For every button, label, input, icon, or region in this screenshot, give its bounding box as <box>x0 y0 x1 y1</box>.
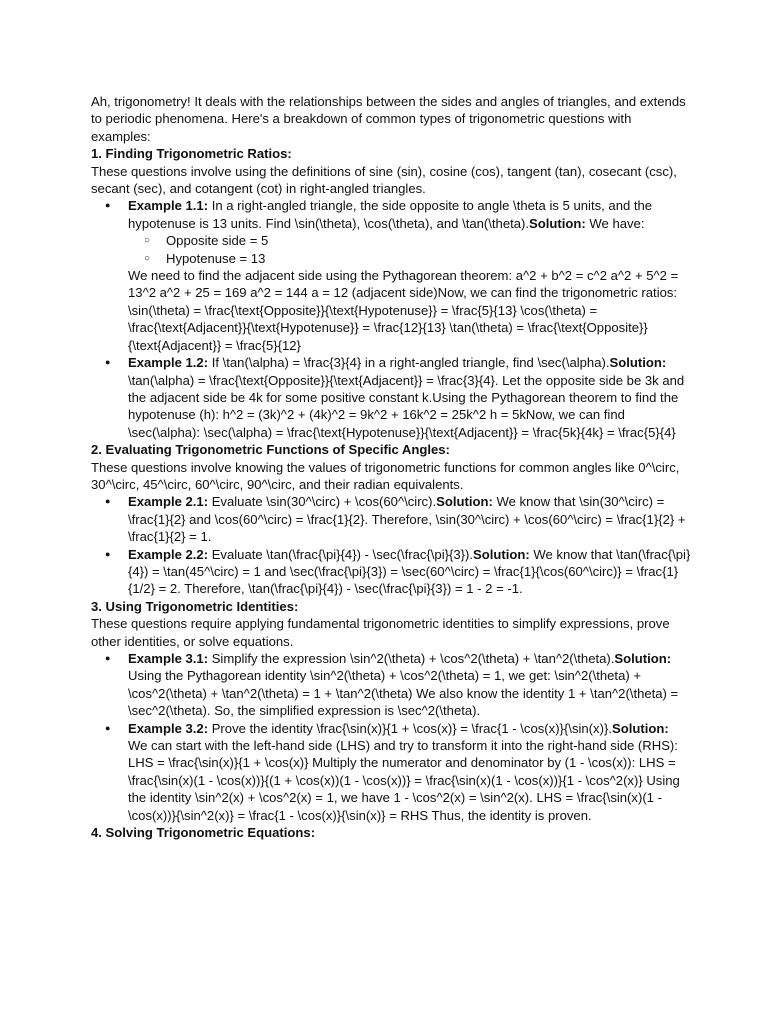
solution-text: We know that \sin(30^\circ) = \frac{1}{2} and \cos(60^\circ) = \frac{1}{2}. Therefore, \sin(30^\circ) + \cos(60^\circ) = \frac{1}{2} + \frac{1}{2} = 1. <box>128 494 686 545</box>
list-item <box>128 650 691 720</box>
list-item <box>128 493 691 545</box>
document-body <box>91 93 691 841</box>
example-text: Evaluate \sin(30^\circ) + \cos(60^\circ). <box>208 494 437 510</box>
section-heading: 4. Solving Trigonometric Equations: <box>91 825 316 841</box>
example-label: Example 1.2: <box>128 355 209 371</box>
list-item <box>128 720 691 824</box>
list-item <box>128 546 691 598</box>
solution-text: \tan(\alpha) = \frac{\text{Opposite}}{\text{Adjacent}} = \frac{3}{4}. Let the opposite side be 3k and the adjacent side be 4k for some positive constant k.Using the Pythagorean theorem to find the hypotenuse (h): h^2 = (3k)^2 + (4k)^2 = 9k^2 + 16k^2 = 25k^2 h = 5kNow, we can find \sec(\alpha): \sec(\alpha) = \frac{\text{Hypotenuse}}{\text{Adjacent}} = \frac{5k}{4k} = \frac{5}{4} <box>128 372 685 440</box>
sub-list-item: ○ Opposite side = 5 <box>166 232 691 249</box>
example-text: If \tan(\alpha) = \frac{3}{4} in a right-angled triangle, find \sec(\alpha). <box>208 355 610 371</box>
example-label: Example 2.1: <box>128 494 209 510</box>
solution-label: Solution: <box>609 355 667 371</box>
list-item <box>128 354 691 441</box>
section-heading: 2. Evaluating Trigonometric Functions of Specific Angles: <box>91 442 450 458</box>
solution-continuation: We need to find the adjacent side using the Pythagorean theorem: a^2 + b^2 = c^2 a^2 + 5^2 = 13^2 a^2 + 25 = 169 a^2 = 144 a = 12 (adjacent side)Now, we can find the trigonometric ratios: \sin(\theta) = \frac{\text{Opposite}}{\text{Hypotenuse}} = \frac{5}{13} \cos(\theta) = \frac{\text{Adjacent}}{\text{Hypotenuse}} = \frac{12}{13} \tan(\theta) = \frac{\text{Opposite}}{\text{Adjacent}} = \frac{5}{12} <box>128 268 679 353</box>
section-description: These questions require applying fundamental trigonometric identities to simplify expressions, prove other identities, or solve equations. <box>91 616 670 649</box>
section-heading: 3. Using Trigonometric Identities: <box>91 598 299 614</box>
solution-text: Using the Pythagorean identity \sin^2(\theta) + \cos^2(\theta) = 1, we get: \sin^2(\theta) + \cos^2(\theta) + \tan^2(\theta) = 1 + \tan^2(\theta) We also know the identity 1 + \tan^2(\theta) = \sec^2(\theta). So, the simplified expression is \sec^2(\theta). <box>128 668 679 719</box>
list-item <box>128 197 691 354</box>
example-text: Simplify the expression \sin^2(\theta) + \cos^2(\theta) + \tan^2(\theta). <box>208 651 615 666</box>
example-list <box>91 197 691 441</box>
solution-label: Solution: <box>614 651 672 666</box>
section-description: These questions involve knowing the values of trigonometric functions for common angles like 0^\circ, 30^\circ, 45^\circ, 60^\circ, 90^\circ, and their radian equivalents. <box>91 459 680 492</box>
solution-label: Solution: <box>473 546 530 562</box>
solution-label: Solution: <box>436 494 493 510</box>
example-text: Evaluate \tan(\frac{\pi}{4}) - \sec(\frac{\pi}{3}). <box>208 546 473 562</box>
example-text: In a right-angled triangle, the side opposite to angle \theta is 5 units, and the hypotenuse is 13 units. Find \sin(\theta), \cos(\theta), and \tan(\theta). <box>128 198 653 231</box>
example-list <box>91 650 691 824</box>
example-label: Example 3.2: <box>128 720 209 736</box>
example-text: Prove the identity \frac{\sin(x)}{1 + \cos(x)} = \frac{1 - \cos(x)}{\sin(x)}. <box>208 720 612 736</box>
section-description: These questions involve using the definitions of sine (sin), cosine (cos), tangent (tan), cosecant (csc), secant (sec), and cotangent (cot) in right-angled triangles. <box>91 163 677 197</box>
example-list <box>91 493 691 597</box>
example-label: Example 2.2: <box>128 546 209 562</box>
example-label: Example 3.1: <box>128 651 209 666</box>
example-label: Example 1.1: <box>128 198 209 214</box>
solution-label: Solution: <box>529 215 586 231</box>
sub-list <box>128 232 691 267</box>
solution-text: We have: <box>585 215 645 231</box>
solution-text: We know that \tan(\frac{\pi}{4}) = \tan(45^\circ) = 1 and \sec(\frac{\pi}{3}) = \sec(60^\circ) = \frac{1}{\cos(60^\circ)} = \frac{1}{1/2} = 2. Therefore, \tan(\frac{\pi}{4}) - \sec(\frac{\pi}{3}) = 1 - 2 = -1. <box>128 546 691 597</box>
section-heading: 1. Finding Trigonometric Ratios: <box>91 146 292 162</box>
solution-text: We can start with the left-hand side (LHS) and try to transform it into the right-hand side (RHS): LHS = \frac{\sin(x)}{1 + \cos(x)} Multiply the numerator and denominator by (1 - \cos(x)): LHS = \frac{\sin(x)(1 - \cos(x))}{(1 + \cos(x))(1 - \cos(x))} = \frac{\sin(x)(1 - \cos(x))}{1 - \cos^2(x)} Using the identity \sin^2(x) + \cos^2(x) = 1, we have 1 - \cos^2(x) = \sin^2(x). LHS = \frac{\sin(x)(1 - \cos(x))}{\sin^2(x)} = \frac{1 - \cos(x)}{\sin(x)} = RHS Thus, the identity is proven. <box>128 738 680 823</box>
intro-paragraph: Ah, trigonometry! It deals with the relationships between the sides and angles of triangles, and extends to periodic phenomena. Here's a breakdown of common types of trigonometric questions with examples: <box>91 94 686 144</box>
sub-list-item: ○ Hypotenuse = 13 <box>166 250 691 267</box>
solution-label: Solution: <box>611 720 669 736</box>
